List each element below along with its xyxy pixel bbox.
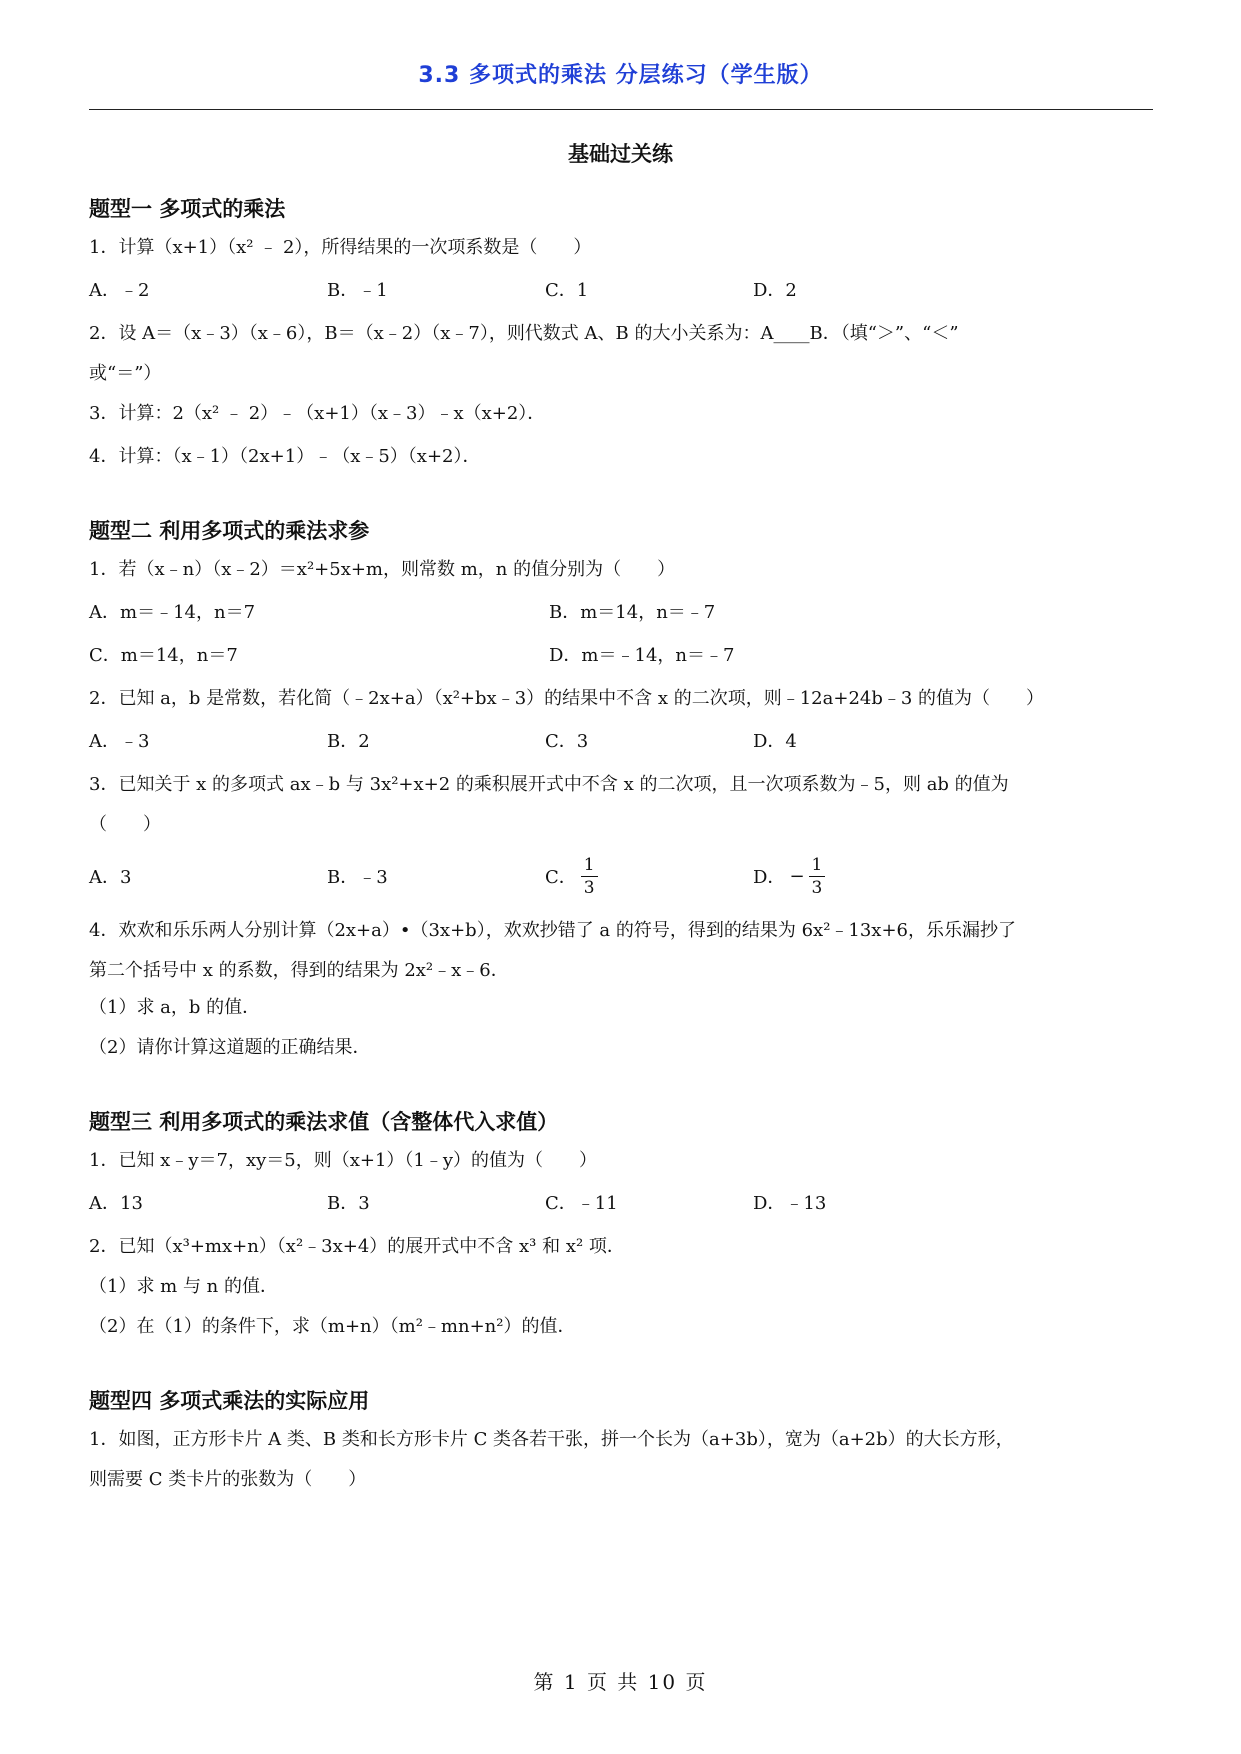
question-3-2-part2: （2）在（1）的条件下，求（m+n）（m²﹣mn+n²）的值．: [89, 1316, 576, 1337]
question-3-1: 1．已知 x﹣y＝7，xy＝5，则（x+1）（1﹣y）的值为（ ）: [89, 1150, 598, 1171]
fraction-denominator: 3: [811, 877, 823, 898]
options-1-1: [89, 269, 1153, 312]
fraction-negative-one-third: [809, 854, 826, 899]
option-b: B．﹣1: [327, 280, 388, 301]
options-2-3: [89, 843, 1153, 909]
exercise-content: [89, 192, 1153, 1498]
option-b: B．﹣3: [327, 867, 388, 888]
question-2-1: 1．若（x﹣n）（x﹣2）＝x²+5x+m，则常数 m，n 的值分别为（ ）: [89, 559, 676, 580]
question-3-2-part1: （1）求 m 与 n 的值．: [89, 1276, 278, 1297]
question-4-1: 1．如图，正方形卡片 A 类、B 类和长方形卡片 C 类各若干张，拼一个长为（a+3b），宽为（a+2b）的大长方形，: [89, 1429, 1014, 1450]
option-c-label: C．: [545, 867, 577, 888]
question-2-2: 2．已知 a，b 是常数，若化简（﹣2x+a）（x²+bx﹣3）的结果中不含 x 的二次项，则﹣12a+24b﹣3 的值为（ ）: [89, 688, 1045, 709]
question-3-2: 2．已知（x³+mx+n）（x²﹣3x+4）的展开式中不含 x³ 和 x² 项．: [89, 1236, 625, 1257]
question-1-3: 3．计算：2（x² ﹣ 2）﹣（x+1）（x﹣3）﹣x（x+2）．: [89, 403, 546, 424]
group-heading-2: 题型二 利用多项式的乘法求参: [89, 519, 370, 543]
option-d: [753, 854, 991, 899]
options-2-1-row2: [89, 634, 1153, 677]
option-a: A．m＝﹣14，n＝7: [89, 602, 256, 623]
option-c: C．3: [545, 731, 589, 752]
option-a: A．﹣2: [89, 280, 150, 301]
question-1-2-cont: 或“＝”）: [89, 363, 162, 384]
option-c: C．﹣11: [545, 1193, 618, 1214]
options-3-1: [89, 1182, 1153, 1225]
options-2-1-row1: [89, 591, 1153, 634]
question-2-3: 3．已知关于 x 的多项式 ax﹣b 与 3x²+x+2 的乘积展开式中不含 x 的二次项，且一次项系数为﹣5，则 ab 的值为: [89, 774, 1009, 795]
title-divider: [89, 109, 1153, 110]
option-b: B．2: [327, 731, 370, 752]
option-d-label: D．: [753, 867, 786, 888]
option-d: D．﹣13: [753, 1193, 827, 1214]
page-number: 第 1 页 共 10 页: [533, 1670, 708, 1694]
group-heading-4: 题型四 多项式乘法的实际应用: [89, 1389, 370, 1413]
question-1-4: 4．计算：（x﹣1）（2x+1）﹣（x﹣5）（x+2）．: [89, 446, 481, 467]
option-c: [545, 854, 753, 899]
minus-sign: −: [789, 865, 805, 887]
option-b: B．3: [327, 1193, 370, 1214]
option-d: D．4: [753, 731, 797, 752]
document-title: 3.3 多项式的乘法 分层练习（学生版）: [418, 63, 823, 88]
question-1-2: 2．设 A＝（x﹣3）（x﹣6），B＝（x﹣2）（x﹣7），则代数式 A、B 的大小关系为：A____B．（填“＞”、“＜”: [89, 323, 959, 344]
fraction-denominator: 3: [583, 877, 595, 898]
question-2-4: 4．欢欢和乐乐两人分别计算（2x+a）•（3x+b），欢欢抄错了 a 的符号，得到的结果为 6x²﹣13x+6，乐乐漏抄了: [89, 920, 1016, 941]
fraction-numerator: 1: [809, 854, 826, 877]
question-4-1-cont: 则需要 C 类卡片的张数为（ ）: [89, 1469, 367, 1490]
question-1-1: 1．计算（x+1）（x² ﹣ 2），所得结果的一次项系数是（ ）: [89, 237, 592, 258]
question-2-4-part1: （1）求 a，b 的值．: [89, 997, 261, 1018]
option-d: D．m＝﹣14，n＝﹣7: [549, 645, 735, 666]
question-2-4-part2: （2）请你计算这道题的正确结果．: [89, 1037, 371, 1058]
question-2-4-cont: 第二个括号中 x 的系数，得到的结果为 2x²﹣x﹣6．: [89, 960, 509, 981]
options-2-2: [89, 720, 1153, 763]
option-b: B．m＝14，n＝﹣7: [549, 602, 716, 623]
option-a: A．﹣3: [89, 731, 150, 752]
option-a: A．13: [89, 1193, 143, 1214]
option-d: D．2: [753, 280, 797, 301]
group-heading-3: 题型三 利用多项式的乘法求值（含整体代入求值）: [89, 1110, 559, 1134]
option-c: C．m＝14，n＝7: [89, 645, 238, 666]
question-2-3-cont: （ ）: [89, 814, 161, 835]
option-a: A．3: [89, 867, 132, 888]
group-heading-1: 题型一 多项式的乘法: [89, 197, 286, 221]
option-c: C．1: [545, 280, 589, 301]
fraction-numerator: 1: [581, 854, 598, 877]
section-title: 基础过关练: [568, 142, 673, 166]
fraction-one-third: [581, 854, 598, 899]
